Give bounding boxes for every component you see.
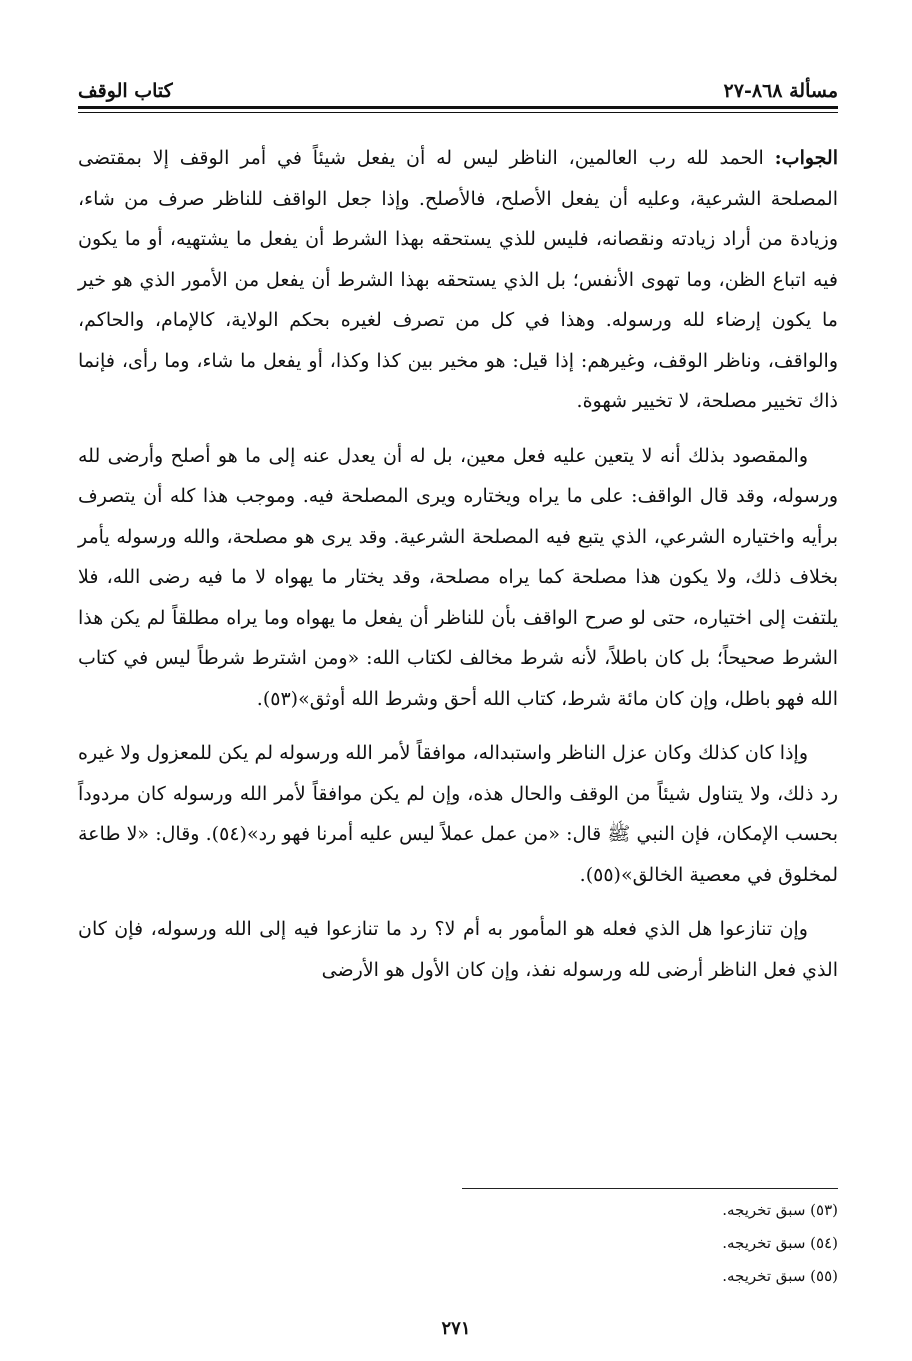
header-rule-thick (78, 106, 838, 109)
answer-lead: الجواب: (774, 147, 838, 169)
page-number: ٢٧١ (441, 1318, 471, 1339)
header-book-title: كتاب الوقف (78, 80, 173, 102)
footnote-55: (٥٥) سبق تخريجه. (722, 1267, 838, 1285)
paragraph-answer (78, 138, 838, 422)
footnote-53: (٥٣) سبق تخريجه. (722, 1201, 838, 1219)
header-rule-thin (78, 112, 838, 113)
paragraph-2: والمقصود بذلك أنه لا يتعين عليه فعل معين، بل له أن يعدل عنه إلى ما هو أصلح وأرضى لله ورسوله، وقد قال الواقف: على ما يراه ويختاره ويرى المصلحة فيه. وموجب هذا كله أن يتصرف برأيه واختياره الشرعي، الذي يتبع فيه المصلحة الشرعية. وقد يرى هو مصلحة، والله ورسوله يأمر بخلاف ذلك، ولا يكون هذا مصلحة كما يراه مصلحة، وقد يختار ما يهواه لا ما فيه رضى الله، فلا يلتفت إلى اختياره، حتى لو صرح الواقف بأن للناظر أن يفعل ما يهواه وما يراه مطلقاً لم يكن هذا الشرط صحيحاً؛ بل كان باطلاً، لأنه شرط مخالف لكتاب الله: «ومن اشترط شرطاً ليس في كتاب الله فهو باطل، وإن كان مائة شرط، كتاب الله أحق وشرط الله أوثق»(٥٣). (78, 444, 838, 710)
paragraph-4: وإن تنازعوا هل الذي فعله هو المأمور به أم لا؟ رد ما تنازعوا فيه إلى الله ورسوله، فإن كان الذي فعل الناظر أرضى لله ورسوله نفذ، وإن كان الأول هو الأرضى (78, 918, 838, 981)
footnotes (78, 1194, 838, 1293)
paragraph-3: وإذا كان كذلك وكان عزل الناظر واستبداله، موافقاً لأمر الله ورسوله لم يكن للمعزول ولا غيره رد ذلك، ولا يتناول شيئاً من الوقف والحال هذه، وإن لم يكن موافقاً لأمر الله ورسوله كان مردوداً بحسب الإمكان، فإن النبي ﷺ قال: «من عمل عملاً ليس عليه أمرنا فهو رد»(٥٤). وقال: «لا طاعة لمخلوق في معصية الخالق»(٥٥). (78, 742, 838, 886)
running-header (78, 68, 838, 102)
body-text (78, 138, 838, 1004)
footnote-separator (462, 1188, 838, 1189)
header-issue-number: مسألة ٨٦٨-٢٧ (723, 80, 838, 102)
footnote-54: (٥٤) سبق تخريجه. (722, 1234, 838, 1252)
paragraph-answer-text: الحمد لله رب العالمين، الناظر ليس له أن يفعل شيئاً في أمر الوقف إلا بمقتضى المصلحة الشرعية، وعليه أن يفعل الأصلح، فالأصلح. وإذا جعل الواقف للناظر صرف من شاء، وزيادة من أراد زيادته ونقصانه، فليس للذي يستحقه بهذا الشرط أن يفعل ما يشتهيه، أو ما يكون فيه اتباع الظن، وما تهوى الأنفس؛ بل الذي يستحقه بهذا الشرط أن يفعل من الأمور الذي هو خير ما يكون إرضاء لله ورسوله. وهذا في كل من تصرف لغيره بحكم الولاية، كالإمام، والحاكم، والواقف، وناظر الوقف، وغيرهم: إذا قيل: هو مخير بين كذا وكذا، أو يفعل ما شاء، وما رأى، فإنما ذاك تخيير مصلحة، لا تخيير شهوة. (78, 147, 838, 412)
